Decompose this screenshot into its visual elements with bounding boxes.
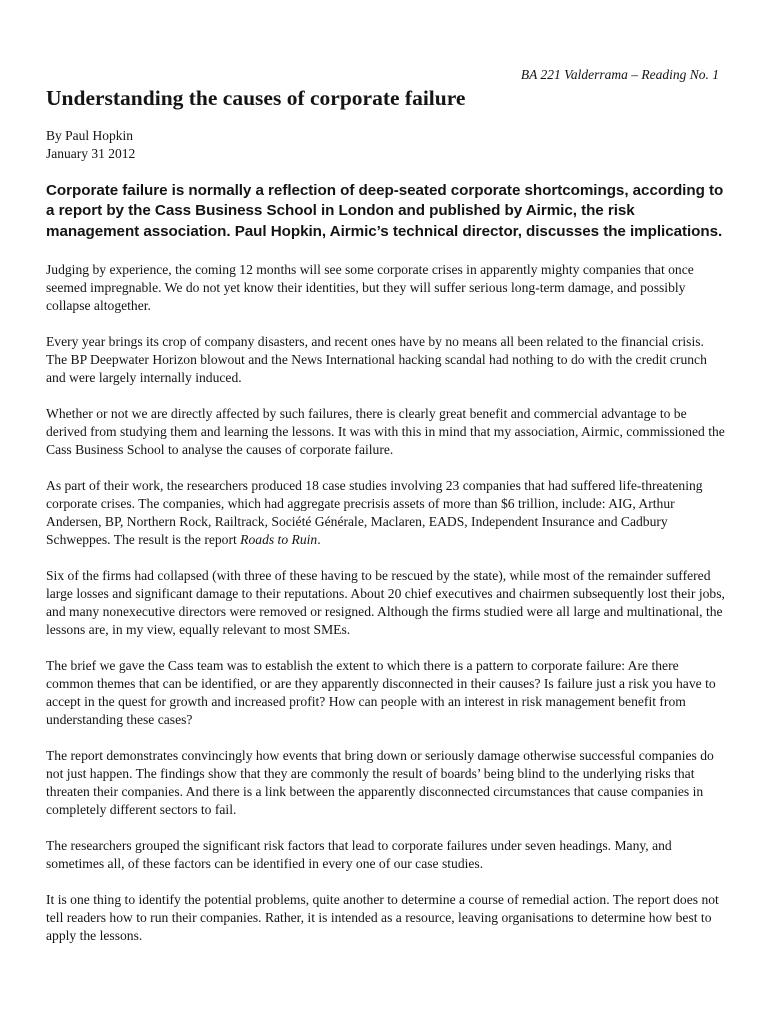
article-body bbox=[46, 261, 726, 963]
body-paragraph: The report demonstrates convincingly how events that bring down or seriously damage otherwise successful companies do not just happen. The findings show that they are commonly the result of boards’ being blind to the underlying risks that threaten their companies. And there is a link between the apparently disconnected circumstances that cause companies in completely different sectors to fail. bbox=[46, 748, 714, 817]
body-paragraph: Every year brings its crop of company disasters, and recent ones have by no means all been related to the financial crisis. The BP Deepwater Horizon blowout and the News International hacking scandal had nothing to do with the credit crunch and were largely internally induced. bbox=[46, 334, 707, 385]
byline bbox=[46, 127, 135, 163]
body-paragraph: The brief we gave the Cass team was to establish the extent to which there is a pattern to corporate failure: Are there common themes that can be identified, or are they apparently disconnected in their causes? Is failure just a risk you have to accept in the quest for growth and increased profit? How can people with an interest in risk management benefit from understanding these cases? bbox=[46, 658, 716, 727]
body-paragraph bbox=[46, 477, 726, 549]
body-paragraph: Six of the firms had collapsed (with three of these having to be rescued by the state), while most of the remainder suffered large losses and significant damage to their reputations. About 20 chief executives and chairmen subsequently lost their jobs, and many nonexecutive directors were removed or resigned. Although the firms studied were all large and multinational, the lessons are, in my view, equally relevant to most SMEs. bbox=[46, 568, 725, 637]
lede-paragraph: Corporate failure is normally a reflection of deep-seated corporate shortcomings, according to a report by the Cass Business School in London and published by Airmic, the risk management association. Paul Hopkin, Airmic’s technical director, discusses the implications. bbox=[46, 182, 724, 240]
report-title: Roads to Ruin bbox=[240, 532, 318, 547]
publish-date: January 31 2012 bbox=[46, 146, 136, 161]
body-paragraph-text: As part of their work, the researchers produced 18 case studies involving 23 companies that had suffered life-threatening corporate crises. The companies, which had aggregate precrisis assets of more than $6 trillion, include: AIG, Arthur Andersen, BP, Northern Rock, Railtrack, Société Générale, Maclaren, EADS, Independent Insurance and Cadbury Schweppes. The result is the report bbox=[46, 478, 703, 547]
body-paragraph: It is one thing to identify the potential problems, quite another to determine a course of remedial action. The report does not tell readers how to run their companies. Rather, it is intended as a resource, leaving organisations to determine how best to apply the lessons. bbox=[46, 892, 719, 943]
article-title: Understanding the causes of corporate failure bbox=[46, 86, 466, 110]
report-title-suffix: . bbox=[317, 532, 321, 547]
body-paragraph: Whether or not we are directly affected by such failures, there is clearly great benefit and commercial advantage to be derived from studying them and learning the lessons. It was with this in mind that my association, Airmic, commissioned the Cass Business School to analyse the causes of corporate failure. bbox=[46, 406, 725, 457]
body-paragraph: Judging by experience, the coming 12 months will see some corporate crises in apparently mighty companies that once seemed impregnable. We do not yet know their identities, but they will suffer serious long-term damage, and possibly collapse altogether. bbox=[46, 262, 694, 313]
course-reference: BA 221 Valderrama – Reading No. 1 bbox=[520, 67, 719, 82]
author: By Paul Hopkin bbox=[46, 128, 134, 143]
body-paragraph: The researchers grouped the significant risk factors that lead to corporate failures under seven headings. Many, and sometimes all, of these factors can be identified in every one of our case studies. bbox=[46, 838, 672, 871]
